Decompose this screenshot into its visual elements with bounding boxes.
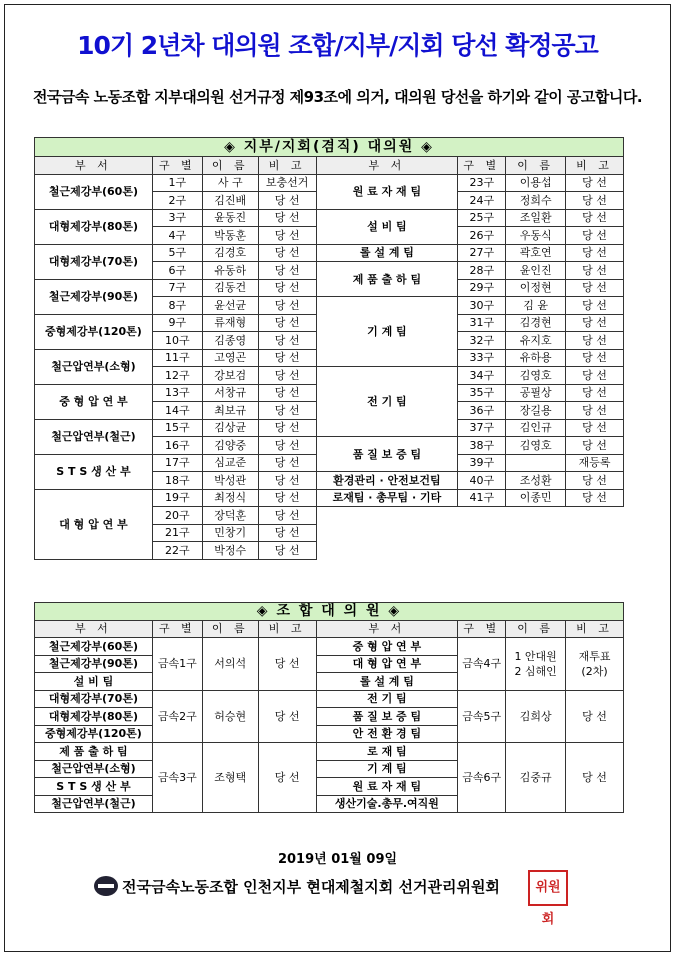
district-cell: 29구 [458,279,506,297]
name-cell: 김영호 [506,367,566,385]
column-header: 이 름 [202,157,258,175]
name-cell: 서의석 [202,638,258,691]
note-cell: 당 선 [258,472,316,490]
page-subtitle: 전국금속 노동조합 지부대의원 선거규정 제93조에 의거, 대의원 당선을 하기와 같이 공고합니다. [32,88,643,106]
dept-cell: 기 계 팀 [316,297,458,367]
section2-heading: ◈ 조 합 대 의 원 ◈ [35,603,624,621]
note-cell: 당 선 [258,507,316,525]
dept-cell: 철근압연부(소형) [35,760,153,778]
name-cell: 김중규 [506,743,566,813]
district-cell: 17구 [152,454,202,472]
name-cell: 1 안대원 2 심해인 [506,638,566,691]
name-cell: 공필상 [506,384,566,402]
name-cell: 곽호연 [506,244,566,262]
district-cell: 금속5구 [458,690,506,743]
district-cell: 5구 [152,244,202,262]
district-cell: 36구 [458,402,506,420]
name-cell: 최정식 [202,489,258,507]
note-cell: 당 선 [566,402,624,420]
district-cell: 40구 [458,472,506,490]
note-cell: 당 선 [566,297,624,315]
district-cell: 금속1구 [152,638,202,691]
note-cell: 당 선 [566,174,624,192]
note-cell: 당 선 [258,743,316,813]
name-cell: 강보검 [202,367,258,385]
column-header: 부 서 [35,157,153,175]
dept-cell: 롤 설 계 팀 [316,673,458,691]
note-cell: 당 선 [258,437,316,455]
name-cell: 박정수 [202,542,258,560]
table-row [35,638,624,656]
district-cell: 30구 [458,297,506,315]
district-cell: 39구 [458,454,506,472]
name-cell: 최보규 [202,402,258,420]
column-header: 이 름 [506,157,566,175]
district-cell: 31구 [458,314,506,332]
name-cell: 조형택 [202,743,258,813]
dept-cell: 원 료 자 재 팀 [316,778,458,796]
district-cell: 4구 [152,227,202,245]
dept-cell: 전 기 팀 [316,367,458,437]
dept-cell: 전 기 팀 [316,690,458,708]
note-cell: 당 선 [258,262,316,280]
name-cell: 김진배 [202,192,258,210]
note-cell: 당 선 [258,192,316,210]
note-cell: 재투표 (2차) [566,638,624,691]
official-seal: 위원회 [528,870,568,906]
section1-heading: ◈ 지부/지회(겸직) 대의원 ◈ [35,138,624,157]
name-cell: 김영호 [506,437,566,455]
note-cell: 당 선 [566,227,624,245]
note-cell: 당 선 [566,244,624,262]
note-cell: 당 선 [258,454,316,472]
district-cell: 28구 [458,262,506,280]
column-header: 이 름 [506,620,566,638]
column-header: 부 서 [316,157,458,175]
name-cell: 심교준 [202,454,258,472]
note-cell: 재등록 [566,454,624,472]
note-cell: 당 선 [566,489,624,507]
dept-cell: 로재팀 · 총무팀 · 기타 [316,489,458,507]
note-cell: 당 선 [566,192,624,210]
name-cell: 조일환 [506,209,566,227]
note-cell: 당 선 [258,279,316,297]
announcement-date: 2019년 01월 09일 [277,852,398,867]
note-cell: 당 선 [566,743,624,813]
dept-cell: 철근제강부(60톤) [35,638,153,656]
dept-cell: 철근제강부(90톤) [35,279,153,314]
name-cell: 조성환 [506,472,566,490]
dept-cell: 로 재 팀 [316,743,458,761]
column-header: 비 고 [258,620,316,638]
name-cell: 김경호 [202,244,258,262]
district-cell: 41구 [458,489,506,507]
note-cell: 당 선 [566,279,624,297]
dept-cell: 철근압연부(철근) [35,419,153,454]
dept-cell: 중 형 압 연 부 [316,638,458,656]
column-header: 이 름 [202,620,258,638]
name-cell: 윤동진 [202,209,258,227]
note-cell: 당 선 [566,384,624,402]
district-cell: 26구 [458,227,506,245]
dept-cell: 안 전 환 경 팀 [316,725,458,743]
name-cell: 김상균 [202,419,258,437]
note-cell: 당 선 [566,262,624,280]
name-cell: 이용섭 [506,174,566,192]
note-cell: 당 선 [258,244,316,262]
district-cell: 33구 [458,349,506,367]
district-cell: 24구 [458,192,506,210]
district-cell: 금속3구 [152,743,202,813]
name-cell: 유동하 [202,262,258,280]
name-cell: 유하용 [506,349,566,367]
district-cell: 2구 [152,192,202,210]
name-cell: 고영곤 [202,349,258,367]
name-cell: 김인규 [506,419,566,437]
note-cell: 당 선 [258,314,316,332]
district-cell: 21구 [152,524,202,542]
dept-cell: 철근압연부(철근) [35,795,153,813]
name-cell: 민창기 [202,524,258,542]
district-cell: 22구 [152,542,202,560]
name-cell: 김희상 [506,690,566,743]
table-row [35,489,624,507]
name-cell: 윤선균 [202,297,258,315]
district-cell: 7구 [152,279,202,297]
note-cell: 당 선 [258,524,316,542]
name-cell [506,454,566,472]
district-cell: 금속4구 [458,638,506,691]
dept-cell: 롤 설 계 팀 [316,244,458,262]
name-cell: 류재형 [202,314,258,332]
name-cell: 우동식 [506,227,566,245]
issuer-text: 전국금속노동조합 인천지부 현대제철지회 선거관리위원회 [122,878,500,896]
district-cell: 3구 [152,209,202,227]
note-cell: 당 선 [258,332,316,350]
name-cell: 김양중 [202,437,258,455]
name-cell: 장길용 [506,402,566,420]
name-cell: 김동건 [202,279,258,297]
district-cell: 25구 [458,209,506,227]
column-header: 구 별 [152,157,202,175]
dept-cell: 설 비 팀 [316,209,458,244]
name-cell: 서창규 [202,384,258,402]
district-cell: 38구 [458,437,506,455]
column-header: 구 별 [458,620,506,638]
district-cell: 6구 [152,262,202,280]
table-row [35,690,624,708]
note-cell: 당 선 [566,332,624,350]
district-cell: 12구 [152,367,202,385]
district-cell: 20구 [152,507,202,525]
dept-cell: 환경관리 · 안전보건팀 [316,472,458,490]
district-cell: 금속6구 [458,743,506,813]
column-header: 비 고 [566,620,624,638]
district-cell: 1구 [152,174,202,192]
note-cell: 당 선 [258,489,316,507]
name-cell: 허승현 [202,690,258,743]
district-cell: 15구 [152,419,202,437]
dept-cell: 중형제강부(120톤) [35,314,153,349]
section2-table [34,602,624,813]
name-cell: 박동훈 [202,227,258,245]
dept-cell: 철근제강부(60톤) [35,174,153,209]
note-cell: 당 선 [566,367,624,385]
note-cell: 당 선 [258,227,316,245]
column-header: 구 별 [152,620,202,638]
district-cell: 27구 [458,244,506,262]
district-cell: 금속2구 [152,690,202,743]
name-cell: 사 구 [202,174,258,192]
dept-cell: 대형제강부(70톤) [35,244,153,279]
column-header: 부 서 [35,620,153,638]
note-cell: 당 선 [258,367,316,385]
dept-cell: 생산기술.총무.여직원 [316,795,458,813]
dept-cell: 원 료 자 재 팀 [316,174,458,209]
note-cell: 당 선 [566,690,624,743]
page-title: 10기 2년차 대의원 조합/지부/지회 당선 확정공고 [77,31,598,60]
district-cell: 18구 [152,472,202,490]
note-cell: 당 선 [566,437,624,455]
name-cell: 이종민 [506,489,566,507]
name-cell: 김 윤 [506,297,566,315]
name-cell: 유지호 [506,332,566,350]
dept-cell: 대형제강부(80톤) [35,209,153,244]
dept-cell: 설 비 팀 [35,673,153,691]
dept-cell: 대 형 압 연 부 [316,655,458,673]
district-cell: 8구 [152,297,202,315]
name-cell: 이정현 [506,279,566,297]
column-header: 부 서 [316,620,458,638]
district-cell: 16구 [152,437,202,455]
table-row [35,174,624,192]
name-cell: 윤인진 [506,262,566,280]
dept-cell: 철근압연부(소형) [35,349,153,384]
name-cell: 박성관 [202,472,258,490]
note-cell: 당 선 [258,384,316,402]
district-cell: 10구 [152,332,202,350]
dept-cell: 품 질 보 증 팀 [316,437,458,472]
district-cell: 37구 [458,419,506,437]
district-cell: 9구 [152,314,202,332]
name-cell: 김종영 [202,332,258,350]
dept-cell: 대형제강부(70톤) [35,690,153,708]
name-cell: 김경현 [506,314,566,332]
district-cell: 19구 [152,489,202,507]
dept-cell: 대형제강부(80톤) [35,708,153,726]
district-cell: 35구 [458,384,506,402]
dept-cell: S T S 생 산 부 [35,454,153,489]
name-cell: 장덕훈 [202,507,258,525]
column-header: 구 별 [458,157,506,175]
note-cell: 당 선 [258,638,316,691]
note-cell: 당 선 [258,542,316,560]
column-header: 비 고 [566,157,624,175]
note-cell: 당 선 [566,349,624,367]
note-cell: 보충선거 [258,174,316,192]
section1-table [34,137,624,560]
note-cell: 당 선 [566,209,624,227]
dept-cell: 기 계 팀 [316,760,458,778]
note-cell: 당 선 [258,349,316,367]
dept-cell: S T S 생 산 부 [35,778,153,796]
issuer [92,876,500,897]
column-header: 비 고 [258,157,316,175]
note-cell: 당 선 [258,419,316,437]
dept-cell: 제 품 출 하 팀 [316,262,458,297]
note-cell: 당 선 [258,402,316,420]
district-cell: 32구 [458,332,506,350]
dept-cell: 중형제강부(120톤) [35,725,153,743]
note-cell: 당 선 [566,419,624,437]
dept-cell: 철근제강부(90톤) [35,655,153,673]
dept-cell: 품 질 보 증 팀 [316,708,458,726]
name-cell: 정희수 [506,192,566,210]
district-cell: 14구 [152,402,202,420]
note-cell: 당 선 [566,314,624,332]
table-row [35,209,624,227]
district-cell: 11구 [152,349,202,367]
note-cell: 당 선 [566,472,624,490]
table-row [35,244,624,262]
dept-cell: 대 형 압 연 부 [35,489,153,559]
district-cell: 13구 [152,384,202,402]
dept-cell: 중 형 압 연 부 [35,384,153,419]
district-cell: 23구 [458,174,506,192]
note-cell: 당 선 [258,297,316,315]
note-cell: 당 선 [258,690,316,743]
dept-cell: 제 품 출 하 팀 [35,743,153,761]
table-row [35,743,624,761]
note-cell: 당 선 [258,209,316,227]
district-cell: 34구 [458,367,506,385]
